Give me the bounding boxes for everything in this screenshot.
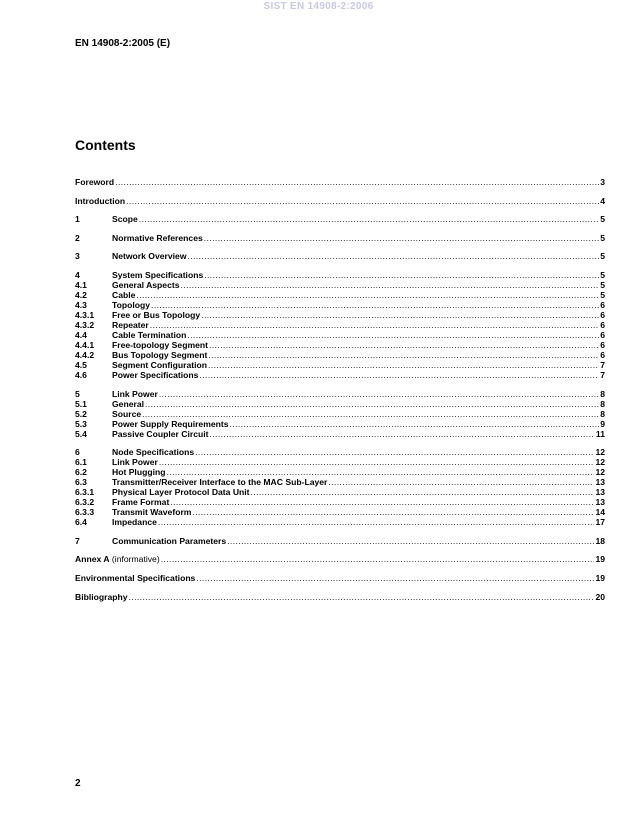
toc-entry-number: 2 bbox=[75, 232, 80, 243]
toc-entry-6-1[interactable] bbox=[75, 457, 605, 467]
toc-entry-title: Repeater bbox=[112, 319, 149, 330]
toc-entry-page: 6 bbox=[600, 299, 605, 310]
dot-leader bbox=[208, 350, 599, 360]
toc-entry-title: Cable bbox=[112, 289, 136, 300]
toc-entry-page: 5 bbox=[600, 289, 605, 300]
toc-entry-number: 4.3 bbox=[75, 299, 87, 310]
toc-entry-page: 9 bbox=[600, 418, 605, 429]
toc-entry-page: 17 bbox=[595, 517, 605, 528]
toc-entry-page: 11 bbox=[595, 428, 605, 439]
dot-leader bbox=[166, 467, 594, 477]
toc-entry-page: 13 bbox=[595, 497, 605, 508]
toc-entry-number: 6.3.1 bbox=[75, 487, 95, 498]
toc-entry-5-1[interactable] bbox=[75, 399, 605, 409]
dot-leader bbox=[201, 310, 599, 320]
toc-entry-5-2[interactable] bbox=[75, 409, 605, 419]
toc-entry-4-2[interactable] bbox=[75, 290, 605, 300]
toc-entry-page: 12 bbox=[595, 447, 605, 458]
toc-entry-1[interactable] bbox=[75, 214, 605, 224]
toc-entry-number: 4.3.1 bbox=[75, 309, 95, 320]
dot-leader bbox=[208, 360, 599, 370]
table-of-contents bbox=[75, 177, 605, 602]
toc-entry-title: Link Power bbox=[112, 388, 158, 399]
toc-entry-page: 7 bbox=[600, 369, 605, 380]
toc-entry-annex-a[interactable] bbox=[75, 554, 605, 564]
dot-leader bbox=[159, 389, 599, 399]
dot-leader bbox=[129, 592, 595, 602]
toc-entry-environmental-specifications[interactable] bbox=[75, 573, 605, 583]
toc-entry-title: Transmitter/Receiver Interface to the MAC Sub-Layer bbox=[112, 477, 328, 488]
toc-entry-page: 6 bbox=[600, 319, 605, 330]
toc-entry-page: 18 bbox=[595, 535, 605, 546]
toc-entry-title: Bus Topology Segment bbox=[112, 349, 208, 360]
dot-leader bbox=[188, 251, 600, 261]
dot-leader bbox=[209, 429, 594, 439]
toc-entry-page: 5 bbox=[600, 279, 605, 290]
toc-entry-number: 5.1 bbox=[75, 398, 87, 409]
page-number: 2 bbox=[75, 778, 81, 789]
toc-entry-page: 5 bbox=[600, 269, 605, 280]
toc-entry-title: Introduction bbox=[75, 195, 126, 206]
toc-entry-title: Topology bbox=[112, 299, 151, 310]
dot-leader bbox=[170, 497, 594, 507]
toc-entry-number: 5.3 bbox=[75, 418, 87, 429]
toc-entry-title: Impedance bbox=[112, 517, 157, 528]
dot-leader bbox=[142, 409, 599, 419]
toc-entry-number: 6.3.2 bbox=[75, 497, 95, 508]
dot-leader bbox=[204, 233, 599, 243]
annex-qualifier: (informative) bbox=[109, 554, 160, 565]
toc-entry-title: Network Overview bbox=[112, 251, 187, 262]
toc-entry-4-4[interactable] bbox=[75, 330, 605, 340]
dot-leader bbox=[150, 320, 599, 330]
toc-entry-number: 4 bbox=[75, 269, 80, 280]
toc-entry-title: Physical Layer Protocol Data Unit bbox=[112, 487, 250, 498]
toc-entry-page: 5 bbox=[600, 232, 605, 243]
dot-leader bbox=[159, 457, 595, 467]
dot-leader bbox=[204, 270, 599, 280]
toc-entry-page: 13 bbox=[595, 477, 605, 488]
toc-entry-title: Source bbox=[112, 408, 142, 419]
toc-entry-6-2[interactable] bbox=[75, 467, 605, 477]
toc-entry-5[interactable] bbox=[75, 389, 605, 399]
toc-entry-title: Free-topology Segment bbox=[112, 339, 208, 350]
toc-entry-number: 7 bbox=[75, 535, 80, 546]
toc-entry-title: Cable Termination bbox=[112, 329, 187, 340]
toc-entry-title: General Aspects bbox=[112, 279, 180, 290]
annex-label: Annex A bbox=[75, 554, 110, 565]
toc-entry-page: 6 bbox=[600, 329, 605, 340]
document-id: EN 14908-2:2005 (E) bbox=[75, 38, 171, 49]
toc-entry-page: 6 bbox=[600, 309, 605, 320]
dot-leader bbox=[328, 477, 594, 487]
dot-leader bbox=[151, 300, 599, 310]
toc-entry-title: Frame Format bbox=[112, 497, 170, 508]
dot-leader bbox=[158, 517, 595, 527]
dot-leader bbox=[161, 554, 595, 564]
toc-entry-number: 4.2 bbox=[75, 289, 87, 300]
toc-entry-page: 12 bbox=[595, 467, 605, 478]
dot-leader bbox=[209, 340, 599, 350]
toc-entry-title: Environmental Specifications bbox=[75, 572, 196, 583]
toc-entry-number: 6.4 bbox=[75, 517, 87, 528]
dot-leader bbox=[251, 487, 595, 497]
toc-entry-3[interactable] bbox=[75, 251, 605, 261]
dot-leader bbox=[145, 399, 599, 409]
toc-entry-6-3-1[interactable] bbox=[75, 487, 605, 497]
toc-entry-5-3[interactable] bbox=[75, 419, 605, 429]
toc-entry-4-3[interactable] bbox=[75, 300, 605, 310]
toc-entry-title: Link Power bbox=[112, 457, 158, 468]
toc-entry-number: 4.4.1 bbox=[75, 339, 95, 350]
toc-entry-bibliography[interactable] bbox=[75, 592, 605, 602]
dot-leader bbox=[196, 573, 594, 583]
toc-entry-title: Power Specifications bbox=[112, 369, 199, 380]
toc-entry-page: 6 bbox=[600, 339, 605, 350]
toc-entry-4[interactable] bbox=[75, 270, 605, 280]
dot-leader bbox=[230, 419, 600, 429]
toc-entry-number: 4.4 bbox=[75, 329, 87, 340]
toc-entry-title: Power Supply Requirements bbox=[112, 418, 229, 429]
dot-leader bbox=[126, 196, 599, 206]
toc-entry-7[interactable] bbox=[75, 536, 605, 546]
toc-entry-number: 5.2 bbox=[75, 408, 87, 419]
toc-entry-foreword[interactable] bbox=[75, 177, 605, 187]
dot-leader bbox=[227, 536, 594, 546]
toc-entry-4-4-2[interactable] bbox=[75, 350, 605, 360]
toc-entry-title: Node Specifications bbox=[112, 447, 195, 458]
toc-entry-number: 3 bbox=[75, 251, 80, 262]
toc-entry-number: 4.1 bbox=[75, 279, 87, 290]
toc-entry-6-3[interactable] bbox=[75, 477, 605, 487]
toc-entry-title: System Specifications bbox=[112, 269, 204, 280]
toc-entry-title: Segment Configuration bbox=[112, 359, 208, 370]
toc-entry-page: 7 bbox=[600, 359, 605, 370]
toc-entry-page: 8 bbox=[600, 398, 605, 409]
toc-entry-number: 6.3 bbox=[75, 477, 87, 488]
toc-entry-4-3-2[interactable] bbox=[75, 320, 605, 330]
toc-entry-title: Foreword bbox=[75, 177, 115, 187]
dot-leader bbox=[187, 330, 599, 340]
toc-entry-number: 5.4 bbox=[75, 428, 87, 439]
toc-entry-introduction[interactable] bbox=[75, 196, 605, 206]
toc-entry-page: 19 bbox=[595, 572, 605, 583]
toc-entry-page: 19 bbox=[595, 554, 605, 565]
toc-entry-page: 13 bbox=[595, 487, 605, 498]
toc-entry-title bbox=[75, 554, 160, 564]
toc-entry-number: 6 bbox=[75, 447, 80, 458]
toc-entry-title: General bbox=[112, 398, 145, 409]
page-title: Contents bbox=[75, 137, 136, 153]
toc-entry-6-3-2[interactable] bbox=[75, 497, 605, 507]
toc-entry-title: Passive Coupler Circuit bbox=[112, 428, 209, 439]
toc-entry-number: 4.6 bbox=[75, 369, 87, 380]
watermark: SIST EN 14908-2:2006 bbox=[263, 1, 374, 12]
dot-leader bbox=[139, 214, 599, 224]
toc-entry-4-1[interactable] bbox=[75, 280, 605, 290]
toc-entry-2[interactable] bbox=[75, 233, 605, 243]
toc-entry-4-6[interactable] bbox=[75, 370, 605, 380]
toc-entry-page: 8 bbox=[600, 388, 605, 399]
dot-leader bbox=[195, 447, 594, 457]
toc-entry-page: 4 bbox=[600, 195, 605, 206]
toc-entry-4-3-1[interactable] bbox=[75, 310, 605, 320]
toc-entry-title: Communication Parameters bbox=[112, 535, 227, 546]
toc-entry-page: 6 bbox=[600, 349, 605, 360]
toc-entry-page: 3 bbox=[600, 177, 605, 187]
toc-entry-title: Bibliography bbox=[75, 591, 128, 602]
toc-entry-title: Scope bbox=[112, 214, 138, 225]
toc-entry-page: 5 bbox=[600, 214, 605, 225]
toc-entry-page: 20 bbox=[595, 591, 605, 602]
toc-entry-number: 5 bbox=[75, 388, 80, 399]
toc-entry-6-4[interactable] bbox=[75, 517, 605, 527]
toc-entry-number: 1 bbox=[75, 214, 80, 225]
toc-entry-6[interactable] bbox=[75, 447, 605, 457]
toc-entry-page: 14 bbox=[595, 507, 605, 518]
toc-entry-title: Free or Bus Topology bbox=[112, 309, 201, 320]
toc-entry-5-4[interactable] bbox=[75, 429, 605, 439]
toc-entry-6-3-3[interactable] bbox=[75, 507, 605, 517]
toc-entry-number: 4.3.2 bbox=[75, 319, 95, 330]
toc-entry-title: Normative References bbox=[112, 232, 203, 243]
toc-entry-title: Transmit Waveform bbox=[112, 507, 192, 518]
dot-leader bbox=[136, 290, 599, 300]
dot-leader bbox=[199, 370, 599, 380]
toc-entry-number: 6.2 bbox=[75, 467, 87, 478]
toc-entry-number: 6.1 bbox=[75, 457, 87, 468]
toc-entry-4-5[interactable] bbox=[75, 360, 605, 370]
toc-entry-page: 8 bbox=[600, 408, 605, 419]
toc-entry-page: 5 bbox=[600, 251, 605, 262]
toc-entry-title: Hot Plugging bbox=[112, 467, 166, 478]
dot-leader bbox=[115, 177, 599, 187]
toc-entry-page: 12 bbox=[595, 457, 605, 468]
dot-leader bbox=[192, 507, 594, 517]
toc-entry-number: 4.4.2 bbox=[75, 349, 95, 360]
toc-entry-number: 4.5 bbox=[75, 359, 87, 370]
dot-leader bbox=[181, 280, 600, 290]
toc-entry-number: 6.3.3 bbox=[75, 507, 95, 518]
toc-entry-4-4-1[interactable] bbox=[75, 340, 605, 350]
